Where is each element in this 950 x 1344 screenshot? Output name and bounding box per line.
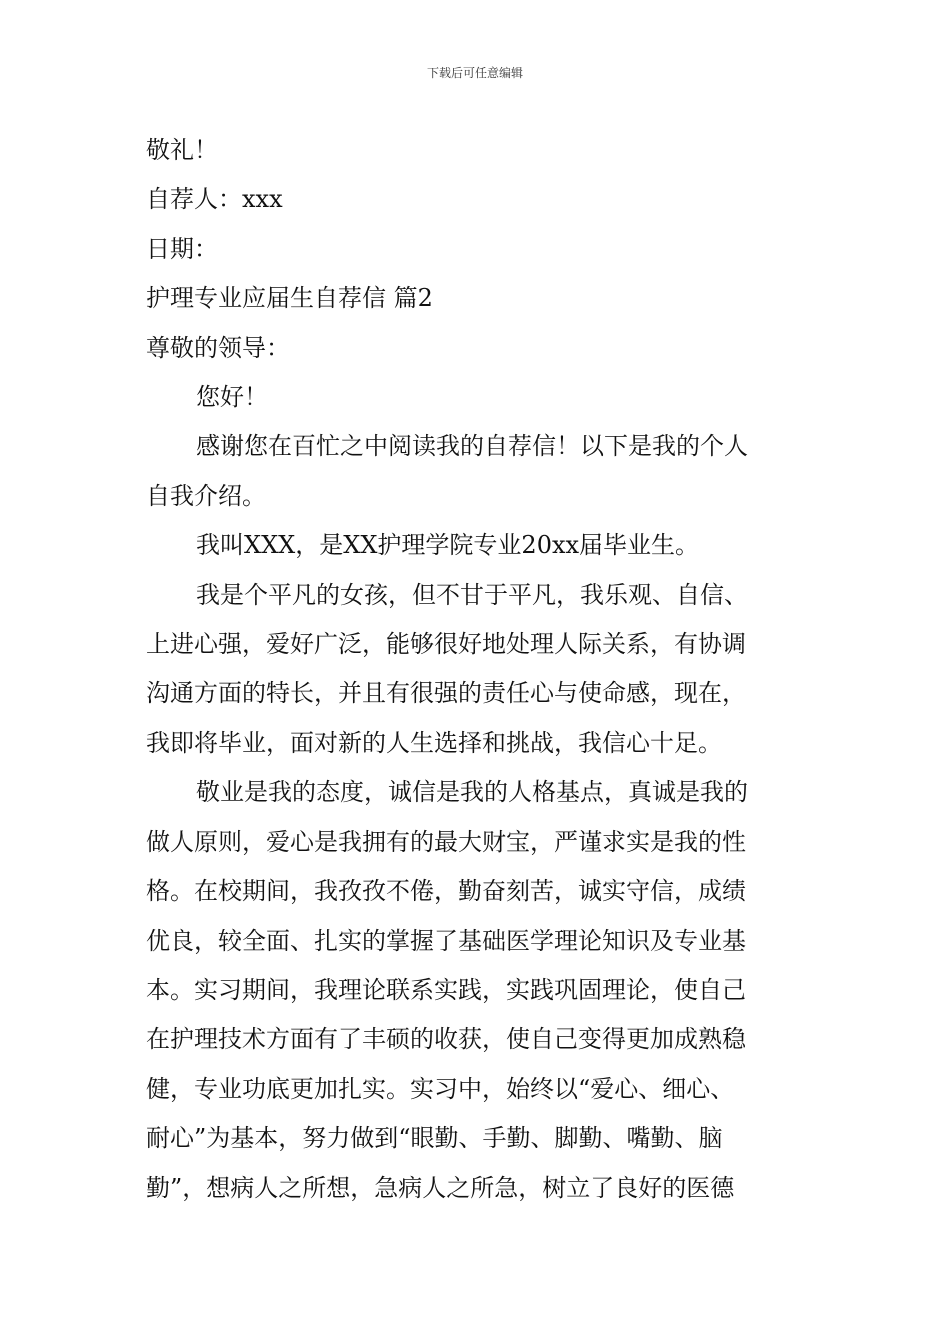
sender-name: 自荐人：xxx — [146, 185, 283, 214]
text-line: 上进心强，爱好广泛，能够很好地处理人际关系，有协调 — [146, 630, 746, 659]
text-line: 耐心”为基本，努力做到“眼勤、手勤、脚勤、嘴勤、脑 — [146, 1124, 723, 1153]
text-line: 健，专业功底更加扎实。实习中，始终以“爱心、细心、 — [146, 1074, 735, 1103]
text-line: 在护理技术方面有了丰硕的收获，使自己变得更加成熟稳 — [146, 1025, 746, 1054]
text-line: 沟通方面的特长，并且有很强的责任心与使命感，现在， — [146, 679, 746, 708]
text-line: 勤”，想病人之所想，急病人之所急，树立了良好的医德 — [146, 1173, 735, 1202]
text-line: 我叫XXX，是XX护理学院专业20xx届毕业生。 — [196, 531, 700, 560]
page-header: 下载后可任意编辑 — [426, 66, 523, 80]
greeting: 您好！ — [196, 383, 268, 412]
document-body — [146, 126, 806, 1213]
section-title: 护理专业应届生自荐信 篇2 — [146, 284, 433, 313]
date-line: 日期： — [146, 234, 218, 263]
text-line: 敬业是我的态度，诚信是我的人格基点，真诚是我的 — [196, 778, 748, 807]
text-line: 感谢您在百忙之中阅读我的自荐信！以下是我的个人 — [196, 432, 748, 461]
salutation: 尊敬的领导： — [146, 333, 290, 362]
text-line: 做人原则，爱心是我拥有的最大财宝，严谨求实是我的性 — [146, 827, 746, 856]
text-line: 优良，较全面、扎实的掌握了基础医学理论知识及专业基 — [146, 926, 746, 955]
closing-salute: 敬礼！ — [146, 136, 218, 164]
text-line: 自我介绍。 — [146, 481, 266, 510]
text-line: 我即将毕业，面对新的人生选择和挑战，我信心十足。 — [146, 728, 722, 757]
text-line: 我是个平凡的女孩，但不甘于平凡，我乐观、自信、 — [196, 580, 748, 609]
text-line: 本。实习期间，我理论联系实践，实践巩固理论，使自己 — [146, 975, 746, 1004]
text-line: 格。在校期间，我孜孜不倦，勤奋刻苦，诚实守信，成绩 — [146, 877, 746, 906]
